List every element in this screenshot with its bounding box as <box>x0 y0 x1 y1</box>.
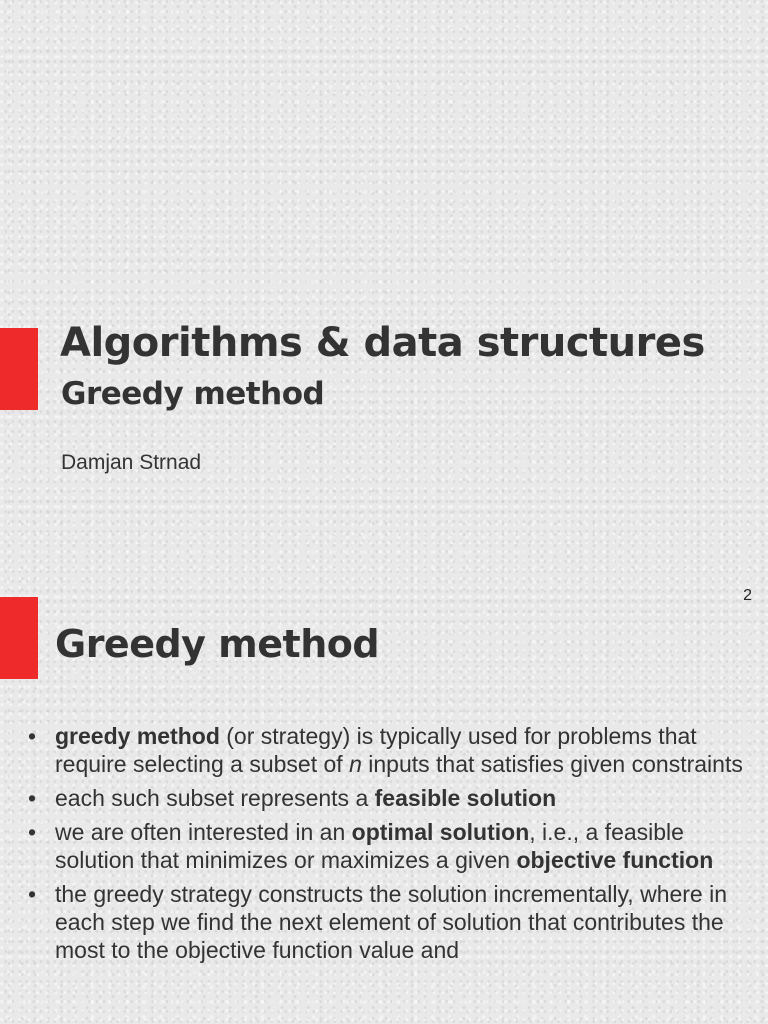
presentation-subtitle: Greedy method <box>61 376 325 412</box>
bullet-list <box>0 722 768 970</box>
bullet-text: the greedy strategy constructs the solution incrementally, where in each step we find the next element of solution that contributes the most to the objective function value and <box>55 881 728 963</box>
bullet-item <box>0 784 768 812</box>
author-name: Damjan Strnad <box>61 451 202 474</box>
bullet-text-italic: n <box>349 751 362 777</box>
presentation-title: Algorithms & data structures <box>60 320 705 366</box>
slide-accent-bar <box>0 597 38 679</box>
title-accent-bar <box>0 328 38 410</box>
bullet-item <box>0 818 768 874</box>
bullet-text-bold: greedy method <box>55 723 220 749</box>
bullet-text: each such subset represents a <box>55 785 375 811</box>
bullet-text-bold: objective function <box>516 847 714 873</box>
content-slide <box>0 576 768 1024</box>
slide-number: 2 <box>743 587 752 604</box>
bullet-text: , i.e., a feasible solution that minimizes or maximizes a given <box>55 819 684 873</box>
bullet-item <box>0 880 768 964</box>
bullet-text: inputs that satisfies given constraints <box>361 751 743 777</box>
bullet-text: (or strategy) is typically used for problems that require selecting a subset of <box>55 723 697 777</box>
bullet-item <box>0 722 768 778</box>
bullet-text-bold: optimal solution <box>351 819 530 845</box>
bullet-text-bold: feasible solution <box>374 785 557 811</box>
bullet-text: we are often interested in an <box>55 819 352 845</box>
slide-title: Greedy method <box>55 622 380 666</box>
